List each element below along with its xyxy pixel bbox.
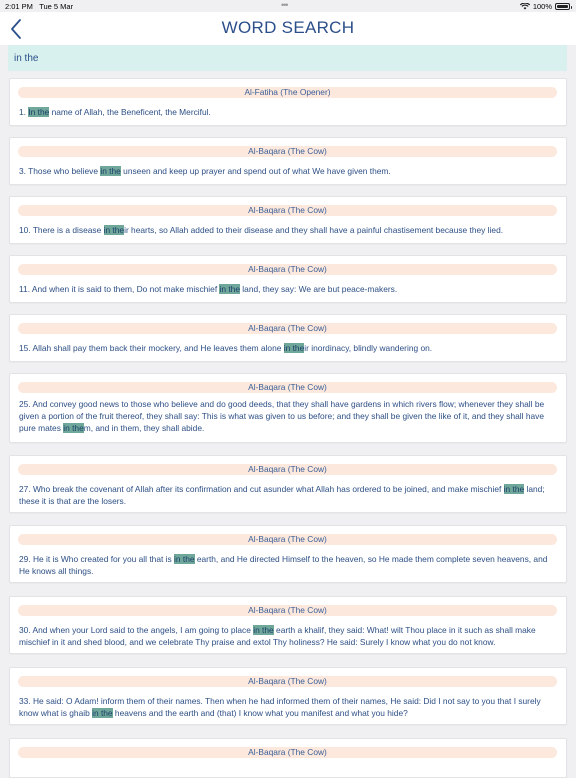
status-time	[5, 2, 73, 11]
status-bar	[0, 0, 576, 12]
verse-text-before: 3. Those who believe	[19, 166, 101, 176]
surah-label: Al-Baqara (The Cow)	[18, 534, 557, 545]
surah-label: Al-Baqara (The Cow)	[18, 146, 557, 157]
verse-text-before: 15. Allah shall pay them back their mockery, and He leaves them alone	[19, 343, 284, 353]
verse-text-after: earth, and He directed Himself to the heaven, so He made them complete seven heavens, and He knows all things.	[19, 554, 548, 576]
verse-text-after: earth a khalif, they said: What! wilt Thou place in it such as shall make mischief in it and shed blood, and we celebrate Thy praise and extol Thy holiness? He said: Surely I know what you do not know.	[19, 625, 536, 647]
verse-text-after: m, and in them, they shall abide.	[83, 423, 205, 433]
surah-label: Al-Fatiha (The Opener)	[18, 87, 557, 98]
result-card[interactable]	[9, 525, 567, 583]
surah-label: Al-Baqara (The Cow)	[18, 676, 557, 687]
surah-label: Al-Baqara (The Cow)	[18, 747, 557, 758]
match-highlight: in the	[63, 423, 84, 433]
verse-text-after: land, they say: We are but peace-makers.	[239, 284, 398, 294]
verse-text-before: 1.	[19, 107, 29, 117]
verse-text-after: ir inordinacy, blindly wandering on.	[304, 343, 433, 353]
result-card[interactable]	[9, 738, 567, 778]
verse-text-before: 29. He it is Who created for you all that is	[19, 554, 175, 564]
verse-text-after: land; these it is that are the losers.	[19, 484, 545, 506]
surah-label: Al-Baqara (The Cow)	[18, 605, 557, 616]
match-highlight: in the	[174, 554, 195, 564]
search-input[interactable]	[14, 45, 554, 71]
wifi-icon	[520, 3, 530, 10]
result-card[interactable]	[9, 137, 567, 185]
verse-text-after: unseen and keep up prayer and spend out of what We have given them.	[120, 166, 391, 176]
verse-text	[19, 695, 558, 719]
result-card[interactable]	[9, 596, 567, 654]
result-card[interactable]	[9, 255, 567, 303]
verse-text	[19, 165, 558, 177]
verse-text-before: 27. Who break the covenant of Allah after its confirmation and cut asunder what Allah has ordered to be joined, and make mischief	[19, 484, 504, 494]
verse-text-after: ir hearts, so Allah added to their disease and they shall have a painful chastisement because they lied.	[124, 225, 504, 235]
header	[0, 12, 576, 45]
result-card[interactable]	[9, 455, 567, 513]
result-card[interactable]	[9, 667, 567, 725]
verse-text	[19, 398, 558, 434]
verse-text-before: 10. There is a disease	[19, 225, 104, 235]
match-highlight: in the	[219, 284, 240, 294]
verse-text	[19, 624, 558, 648]
status-right	[520, 2, 570, 11]
status-date: Tue 5 Mar	[39, 2, 74, 11]
verse-text-after: name of Allah, the Beneficent, the Merciful.	[49, 107, 211, 117]
verse-text	[19, 283, 558, 295]
match-highlight: In the	[28, 107, 50, 117]
verse-text-before: 25. And convey good news to those who believe and do good deeds, that they shall have gardens in which rivers flow; whenever they shall be given a portion of the fruit thereof, they shall say: This is what was given to us before; and they shall be given the like of it, and they shall have pure mates	[19, 399, 545, 433]
result-card[interactable]	[9, 78, 567, 126]
verse-text-before: 11. And when it is said to them, Do not make mischief	[19, 284, 220, 294]
match-highlight: in the	[100, 166, 121, 176]
verse-text	[19, 553, 558, 577]
result-card[interactable]	[9, 196, 567, 244]
page-title: WORD SEARCH	[221, 18, 355, 37]
surah-label: Al-Baqara (The Cow)	[18, 323, 557, 334]
verse-text-before: 33. He said: O Adam! inform them of their names. Then when he had informed them of their names, He said: Did I not say to you that I surely know what is ghaib	[19, 696, 541, 718]
result-card[interactable]	[9, 314, 567, 362]
verse-text-before: 30. And when your Lord said to the angels, I am going to place	[19, 625, 254, 635]
clock-time: 2:01 PM	[5, 2, 33, 11]
surah-label: Al-Baqara (The Cow)	[18, 464, 557, 475]
battery-percent: 100%	[532, 2, 552, 11]
search-bar	[8, 45, 567, 71]
surah-label: Al-Baqara (The Cow)	[18, 205, 557, 216]
verse-text	[19, 342, 558, 354]
surah-label: Al-Baqara (The Cow)	[18, 264, 557, 275]
match-highlight: in the	[92, 708, 113, 718]
verse-text-after: heavens and the earth and (that) I know what you manifest and what you hide?	[112, 708, 408, 718]
surah-label: Al-Baqara (The Cow)	[18, 382, 557, 393]
verse-text	[19, 483, 558, 507]
result-card[interactable]	[9, 373, 567, 443]
multitask-dots-icon[interactable]: •••	[281, 0, 288, 10]
match-highlight: in the	[253, 625, 274, 635]
match-highlight: in the	[503, 484, 525, 494]
match-highlight: in the	[103, 225, 125, 235]
battery-icon	[555, 3, 570, 10]
verse-text	[19, 106, 558, 118]
match-highlight: in the	[283, 343, 305, 353]
verse-text	[19, 224, 558, 236]
